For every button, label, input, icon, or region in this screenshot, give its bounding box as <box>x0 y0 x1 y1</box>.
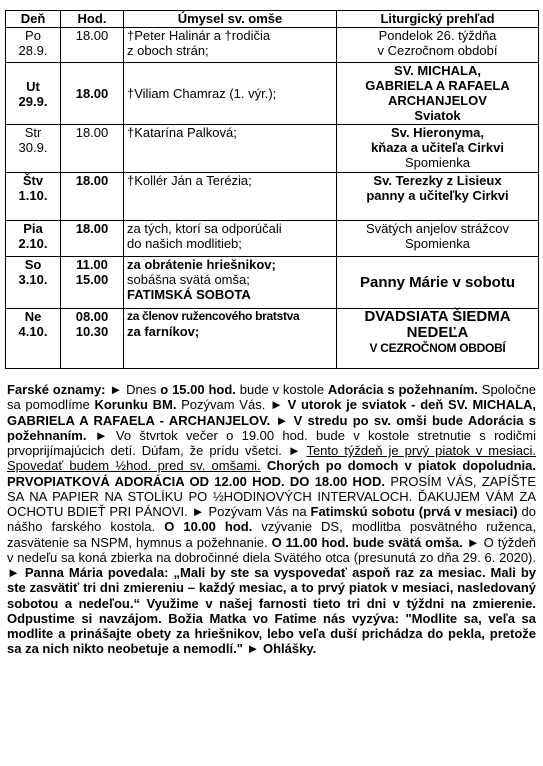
day-cell: Po 28.9. <box>6 28 61 63</box>
intention-cell: †Viliam Chamraz (1. výr.); <box>124 63 337 125</box>
header-hour: Hod. <box>61 11 124 28</box>
header-day: Deň <box>6 11 61 28</box>
hour-cell: 11.00 15.00 <box>61 257 124 309</box>
intention-cell: †Katarína Palková; <box>124 125 337 173</box>
liturgy-cell: Panny Márie v sobotu <box>337 257 539 309</box>
intention-cell: za členov ružencového bratstva za farníkov; <box>124 309 337 369</box>
liturgy-cell: Sv. Terezky z Lisieux panny a učiteľky Cirkvi <box>337 173 539 221</box>
table-row <box>6 173 539 221</box>
liturgy-cell: Pondelok 26. týždňa v Cezročnom období <box>337 28 539 63</box>
table-row <box>6 125 539 173</box>
liturgy-cell: Svätých anjelov strážcov Spomienka <box>337 221 539 257</box>
hour-cell: 18.00 <box>61 221 124 257</box>
day-cell: Str 30.9. <box>6 125 61 173</box>
intention-cell: †Kollér Ján a Terézia; <box>124 173 337 221</box>
hour-cell: 08.00 10.30 <box>61 309 124 369</box>
hour-cell: 18.00 <box>61 63 124 125</box>
day-cell: Ne 4.10. <box>6 309 61 369</box>
day-cell: So 3.10. <box>6 257 61 309</box>
day-cell: Štv 1.10. <box>6 173 61 221</box>
liturgy-cell: DVADSIATA ŠIEDMA NEDEĽA V CEZROČNOM OBDOBÍ <box>337 309 539 369</box>
table-header-row <box>6 11 539 28</box>
day-cell: Ut 29.9. <box>6 63 61 125</box>
table-row <box>6 221 539 257</box>
intention-cell: za obrátenie hriešnikov; sobášna svätá omša; FATIMSKÁ SOBOTA <box>124 257 337 309</box>
hour-cell: 18.00 <box>61 173 124 221</box>
intention-cell: †Peter Halinár a †rodičia z oboch strán; <box>124 28 337 63</box>
table-row <box>6 309 539 369</box>
header-liturgy: Liturgický prehľad <box>337 11 539 28</box>
parish-announcements: Farské oznamy: ► Dnes o 15.00 hod. bude v kostole Adorácia s požehnaním. Spoločne sa pomodlíme Korunku BM. Pozývam Vás. ► V utorok je sviatok - deň SV. MICHALA, GABRIELA A RAFAELA - ARCHANJELOV. ► V stredu po sv. omši bude Adorácia s požehnaním. ► Vo štvrtok večer o 19.00 hod. bude v kostole stretnutie s rodičmi prvoprijímajúcich detí. Dúfam, že prídu všetci. ► Tento týždeň je prvý piatok v mesiaci. Spovedať budem ½hod. pred sv. omšami. Chorých po domoch v piatok dopoludnia. PRVOPIATKOVÁ ADORÁCIA OD 12.00 HOD. DO 18.00 HOD. PROSÍM VÁS, ZAPÍŠTE SA NA PAPIER NA STOLÍKU PO ½HODINOVÝCH INTERVALOCH. ĎAKUJEM VÁM ZA OCHOTU BDIEŤ PRI PÁNOVI. ► Pozývam Vás na Fatimskú sobotu (prvá v mesiaci) do nášho farského kostola. O 10.00 hod. vzývanie DS, modlitba posvätného ruženca, zasvätenie sa NSPM, hymnus a požehnanie. O 11.00 hod. bude svätá omša. ► O týždeň v nedeľu sa koná zbierka na dobročinné diela Svätého otca (presunutá zo dňa 29. 6. 2020). ► Panna Mária povedala: „Mali by ste sa vyspovedať aspoň raz za mesiac. Mali by ste zasvätiť tri dni zmiereniu – každý mesiac, a to prvý piatok v mesiaci, nasledovaný sobotou a nedeľou.“ Využime v našej farnosti tieto tri dni v týždni na zmierenie. Odpustime si navzájom. Božia Matka vo Fatime nás vyzýva: "Modlite sa, veľa sa modlite a prinášajte obety za hriešnikov, lebo veľa duší prichádza do pekla, pretože sa za nich nikto neobetuje a nemodlí." ► Ohlášky. <box>7 382 537 657</box>
day-cell: Pia 2.10. <box>6 221 61 257</box>
table-row <box>6 257 539 309</box>
header-intention: Úmysel sv. omše <box>124 11 337 28</box>
liturgy-cell: SV. MICHALA, GABRIELA A RAFAELA ARCHANJELOV Sviatok <box>337 63 539 125</box>
hour-cell: 18.00 <box>61 125 124 173</box>
hour-cell: 18.00 <box>61 28 124 63</box>
table-row <box>6 63 539 125</box>
intention-cell: za tých, ktorí sa odporúčali do našich modlitieb; <box>124 221 337 257</box>
table-row <box>6 28 539 63</box>
mass-schedule-table <box>5 10 539 369</box>
liturgy-cell: Sv. Hieronyma, kňaza a učiteľa Cirkvi Spomienka <box>337 125 539 173</box>
